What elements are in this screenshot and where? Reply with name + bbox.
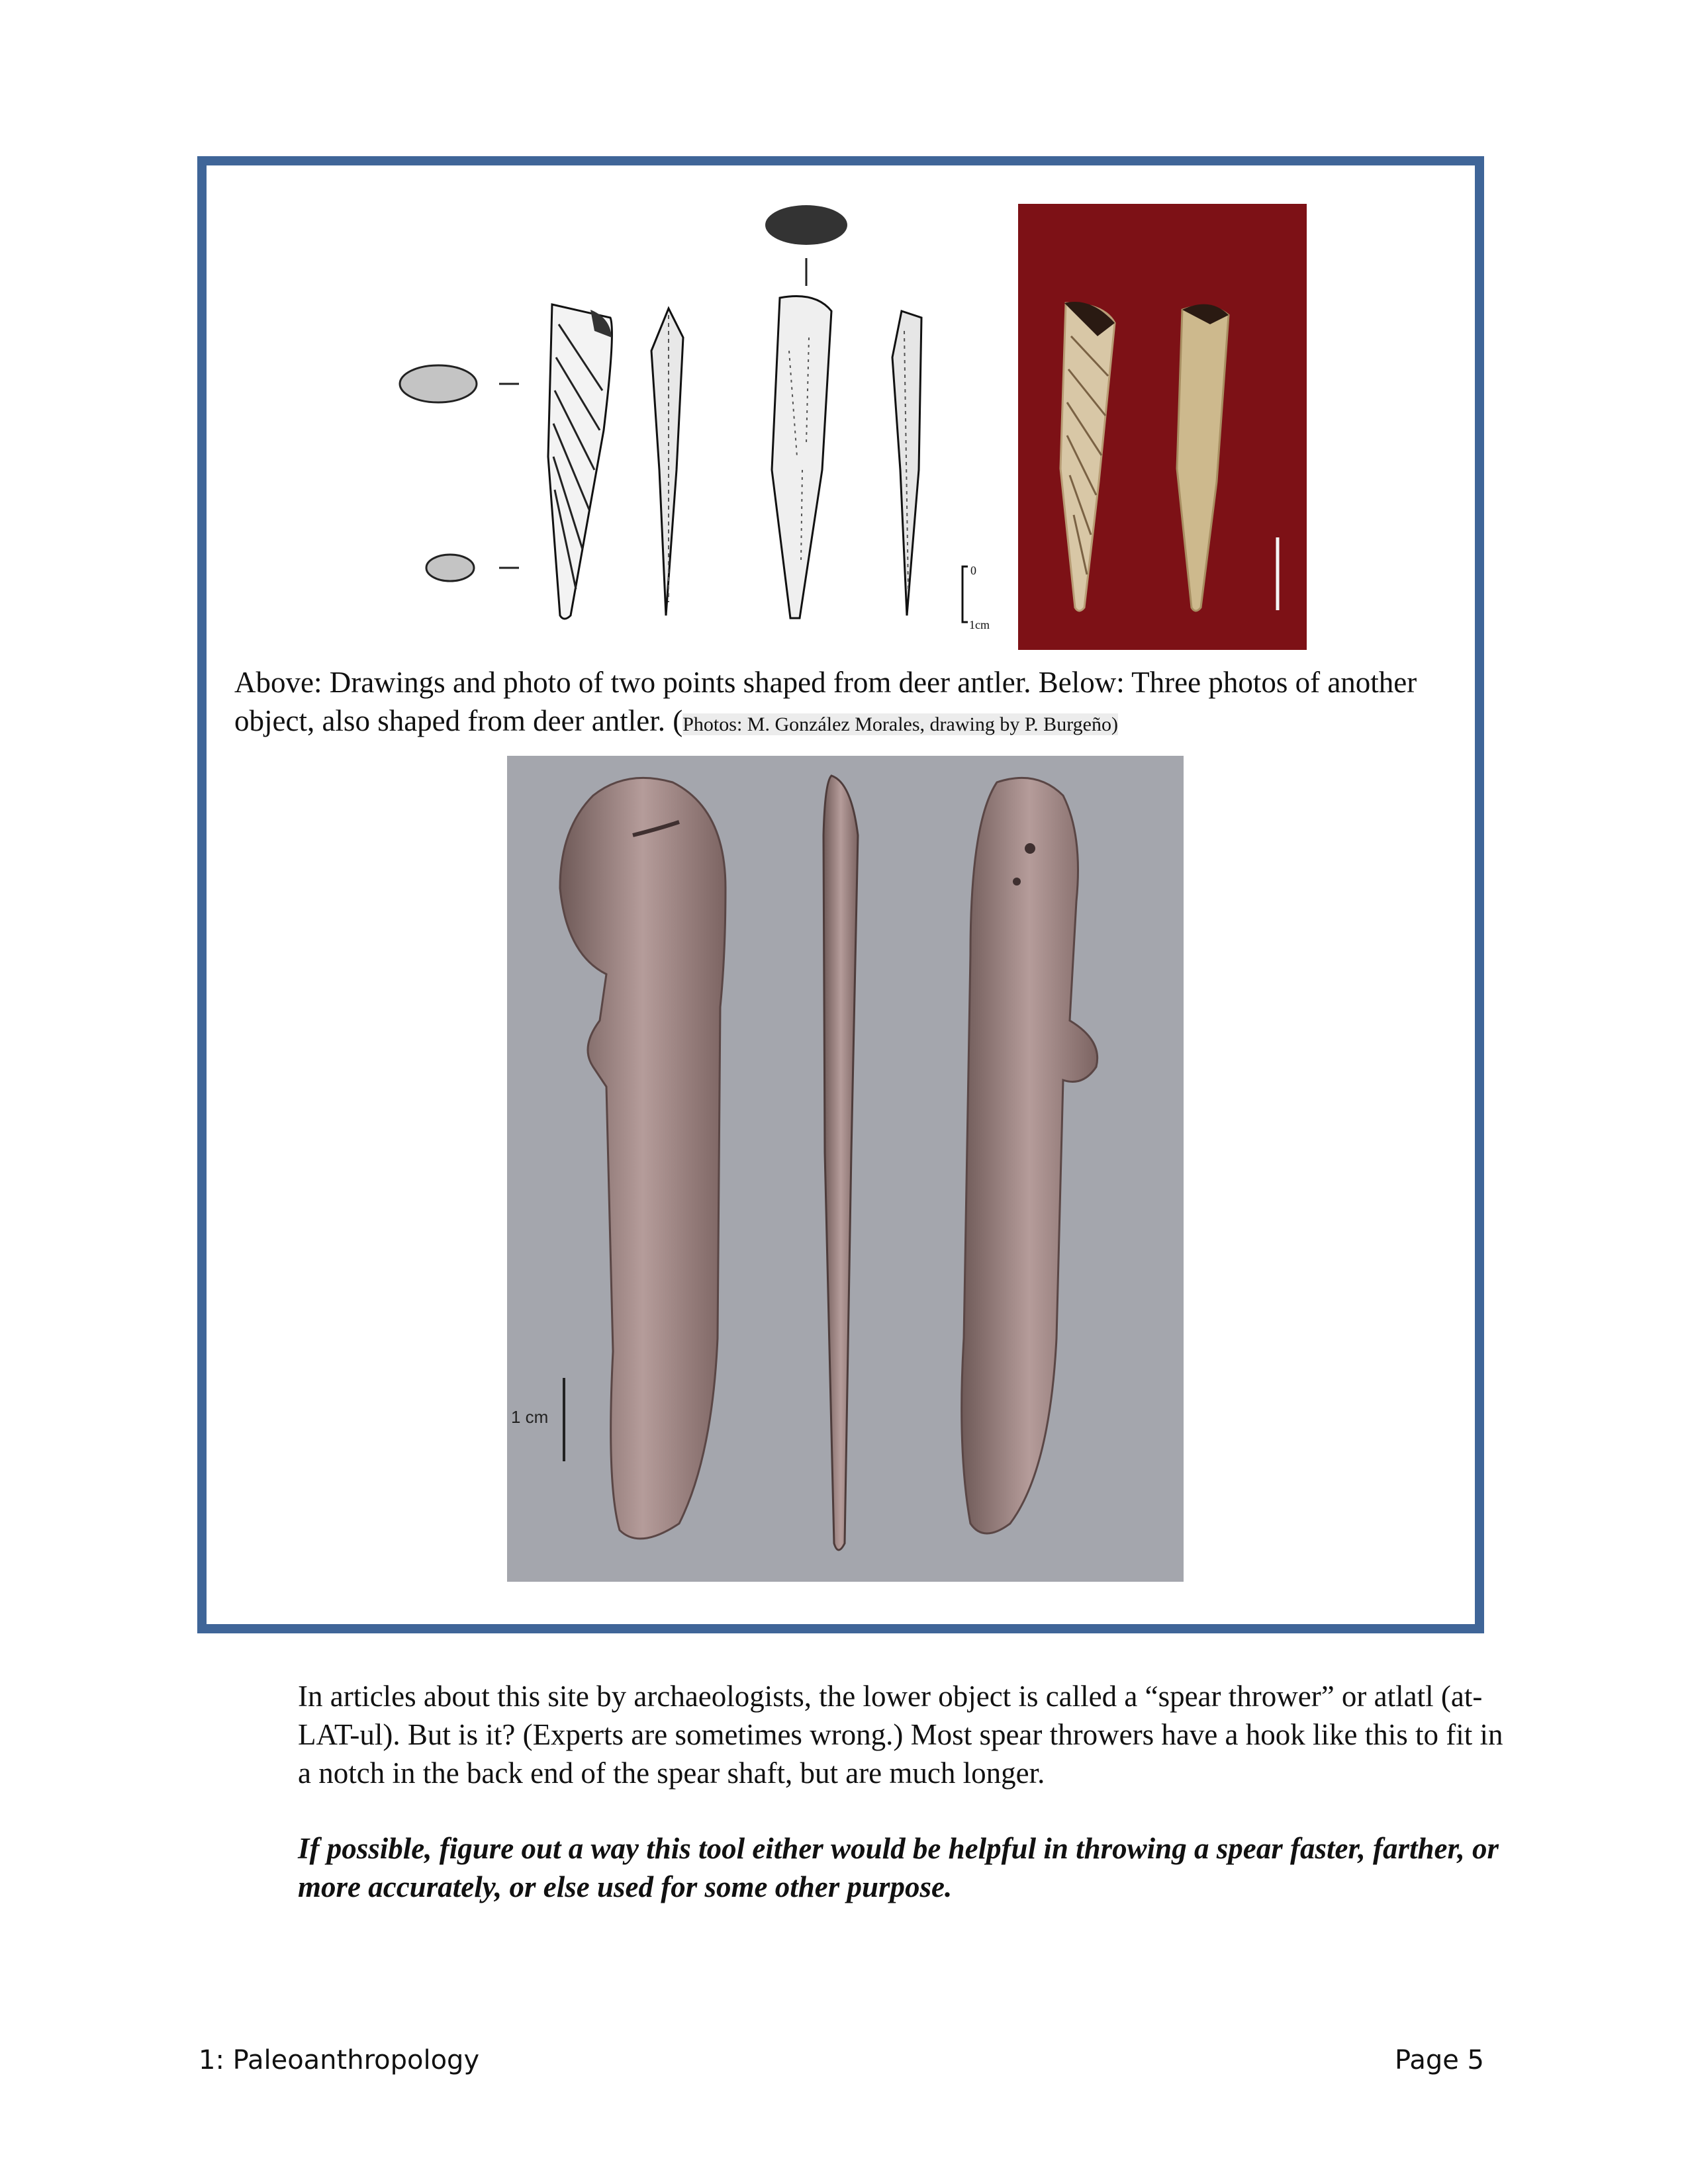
figure-caption bbox=[234, 663, 1466, 744]
figure-frame bbox=[197, 156, 1484, 1633]
footer-page-number: Page 5 bbox=[1395, 2045, 1484, 2075]
photo-scale-label: 1 cm bbox=[511, 1407, 549, 1427]
object-view-side bbox=[823, 776, 858, 1550]
footer-chapter: 1: Paleoanthropology bbox=[199, 2045, 480, 2075]
drawing-scale-bar bbox=[962, 564, 990, 631]
object-view-right bbox=[962, 778, 1098, 1533]
cross-section-top bbox=[765, 205, 847, 245]
assignment-prompt: If possible, figure out a way this tool either would be helpful in throwing a spear faster, farther, or more accurately, or else used for some other purpose. bbox=[298, 1832, 1499, 1903]
drawing-point-2 bbox=[651, 308, 683, 615]
cross-section-lower bbox=[426, 555, 474, 581]
drawing-point-1 bbox=[548, 304, 612, 619]
drawing-point-4 bbox=[892, 311, 921, 615]
caption-text: Above: Drawings and photo of two points shaped from deer antler. Below: Three photos of another object, also shaped from deer antler. ( bbox=[234, 666, 1417, 737]
spear-thrower-photo bbox=[507, 756, 1184, 1582]
object-view-left bbox=[560, 778, 726, 1539]
scale-bottom-label: 1cm bbox=[969, 618, 990, 631]
cross-section-upper bbox=[400, 365, 477, 402]
body-paragraph: In articles about this site by archaeologists, the lower object is called a “spear thrower” or atlatl (at-LAT-ul). But is it? (Experts are sometimes wrong.) Most spear throwers have a hook like this to fit in a notch in the back end of the spear shaft, but are much longer. bbox=[298, 1680, 1503, 1790]
antler-points-drawing bbox=[392, 192, 1008, 635]
antler-points-photo bbox=[1018, 204, 1307, 650]
scale-top-label: 0 bbox=[970, 564, 976, 577]
photo-credit: Photos: M. González Morales, drawing by P. Burgeño) bbox=[682, 713, 1118, 735]
body-text bbox=[298, 1677, 1509, 1906]
drawing-point-3 bbox=[772, 296, 831, 619]
